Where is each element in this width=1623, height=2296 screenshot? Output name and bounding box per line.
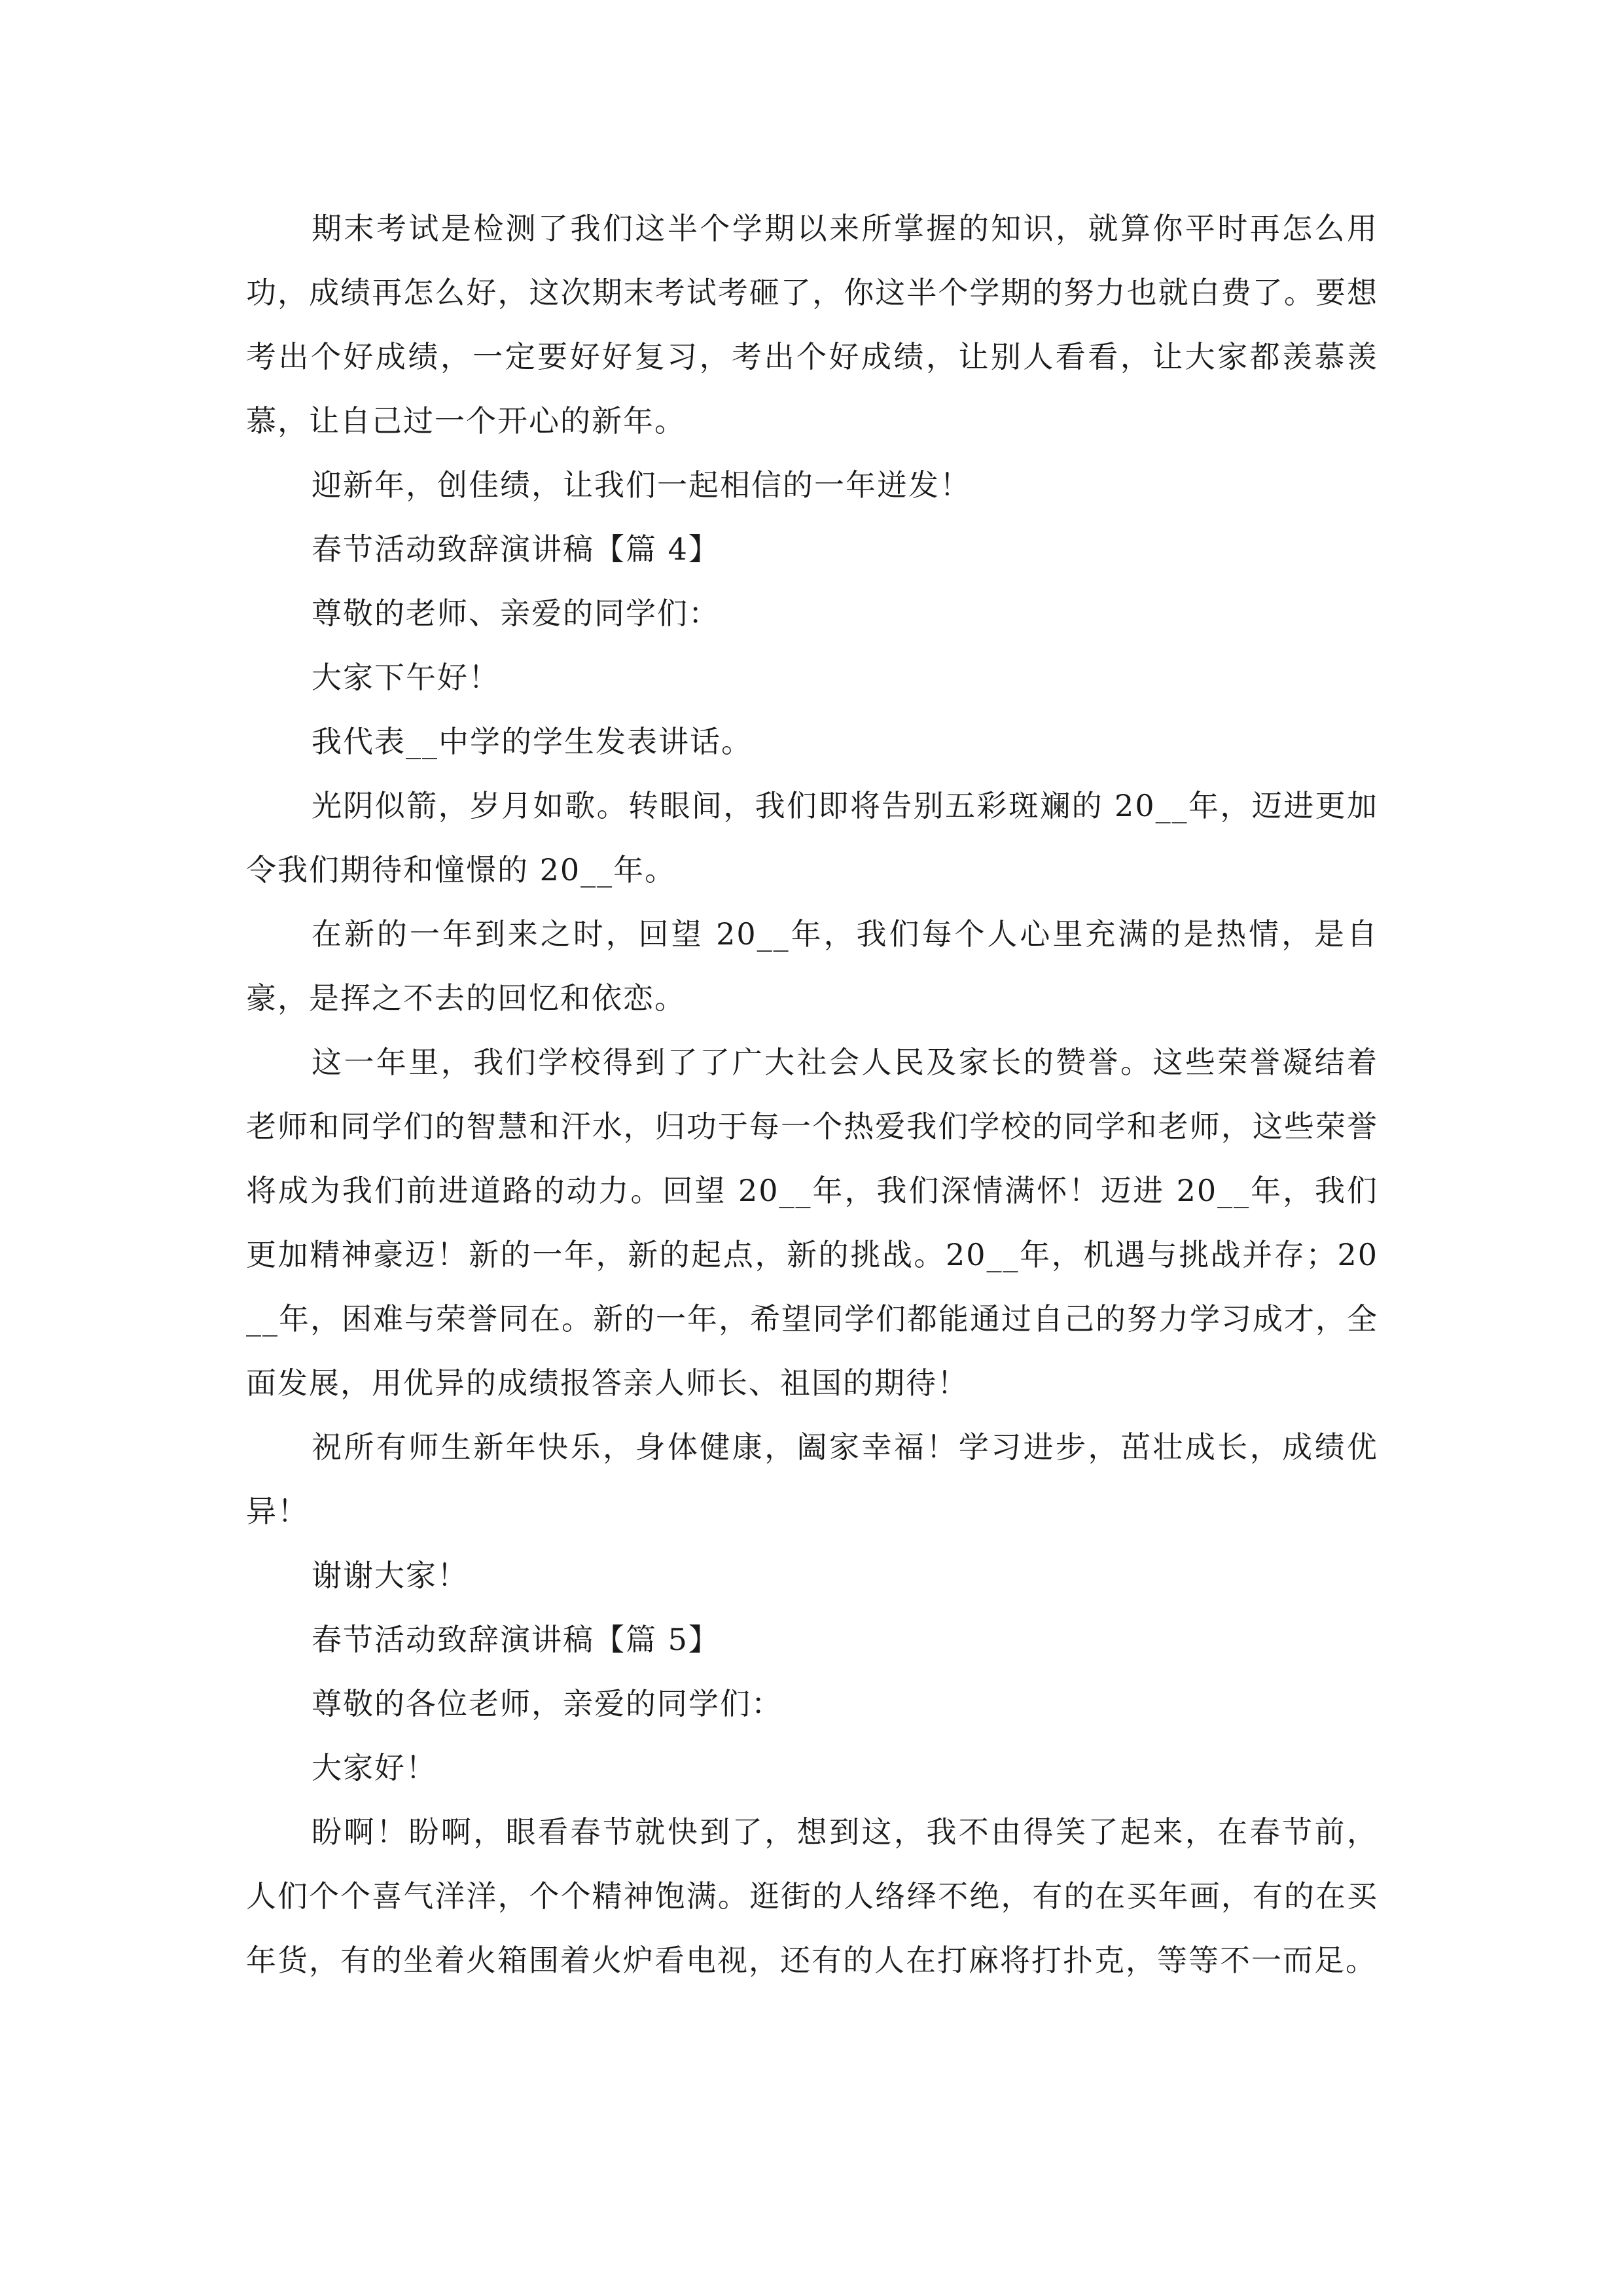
paragraph-representative: 我代表__中学的学生发表讲话。 xyxy=(312,724,753,759)
section-heading-4: 春节活动致辞演讲稿【篇 4】 xyxy=(312,531,720,567)
paragraph-looking-back: 在新的一年到来之时，回望 20__年，我们每个人心里充满的是热情，是自豪，是挥之不去的回忆和依恋。 xyxy=(246,916,1378,1016)
paragraph-spring-festival: 盼啊！盼啊，眼看春节就快到了，想到这，我不由得笑了起来，在春节前，人们个个喜气洋洋，个个精神饱满。逛街的人络绎不绝，有的在买年画，有的在买年货，有的坐着火箱围着火炉看电视，还有的人在打麻将打扑克，等等不一而足。 xyxy=(246,1814,1378,1978)
greeting-4: 大家下午好！ xyxy=(312,660,500,695)
document-page xyxy=(246,196,1378,1992)
salutation-4: 尊敬的老师、亲爱的同学们： xyxy=(312,596,720,631)
paragraph-school-honors: 这一年里，我们学校得到了了广大社会人民及家长的赞誉。这些荣誉凝结着老师和同学们的智慧和汗水，归功于每一个热爱我们学校的同学和老师，这些荣誉将成为我们前进道路的动力。回望 20__年，我们深情满怀！迈进 20__年，我们更加精神豪迈！新的一年，新的起点，新的挑战。20__年，机遇与挑战并存；20__年，困难与荣誉同在。新的一年，希望同学们都能通过自己的努力学习成才，全面发展，用优异的成绩报答亲人师长、祖国的期待！ xyxy=(246,1045,1378,1401)
section-heading-5: 春节活动致辞演讲稿【篇 5】 xyxy=(312,1622,720,1657)
greeting-5: 大家好！ xyxy=(312,1750,437,1785)
paragraph-time-flies: 光阴似箭，岁月如歌。转眼间，我们即将告别五彩斑斓的 20__年，迈进更加令我们期待和憧憬的 20__年。 xyxy=(246,788,1378,888)
closing-thanks: 谢谢大家！ xyxy=(312,1558,469,1593)
paragraph-wishes: 祝所有师生新年快乐，身体健康，阖家幸福！学习进步，茁壮成长，成绩优异！ xyxy=(246,1429,1378,1529)
salutation-5: 尊敬的各位老师，亲爱的同学们： xyxy=(312,1686,783,1721)
paragraph-exam: 期末考试是检测了我们这半个学期以来所掌握的知识，就算你平时再怎么用功，成绩再怎么好，这次期末考试考砸了，你这半个学期的努力也就白费了。要想考出个好成绩，一定要好好复习，考出个好成绩，让别人看看，让大家都羡慕羡慕，让自己过一个开心的新年。 xyxy=(246,211,1378,439)
paragraph-new-year-slogan: 迎新年，创佳绩，让我们一起相信的一年迸发！ xyxy=(312,467,971,503)
